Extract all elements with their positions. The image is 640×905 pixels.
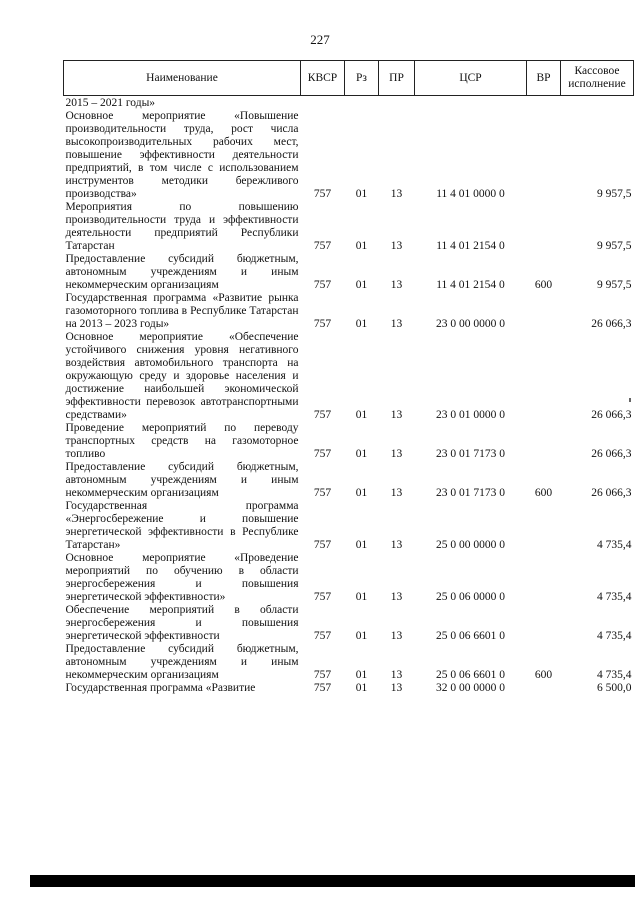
row-name: Проведение мероприятий по переводу транспортных средств на газомоторное топливо [65, 422, 299, 460]
table-row [64, 643, 634, 682]
table-header-row [64, 61, 634, 96]
row-csr: 23 0 01 0000 0 [436, 409, 505, 421]
table-row [64, 604, 634, 643]
row-kvsr: 757 [313, 188, 332, 200]
table-row [64, 331, 634, 422]
row-amount: 26 066,3 [591, 409, 632, 421]
row-kvsr: 757 [313, 591, 332, 603]
row-rz: 01 [355, 630, 368, 642]
table-row [64, 461, 634, 500]
row-name: Обеспечение мероприятий в области энергосбережения и повышения энергетической эффективности [65, 604, 299, 642]
header-kvsr: КВСР [301, 61, 345, 96]
table-row [64, 110, 634, 201]
row-csr: 25 0 00 0000 0 [436, 539, 505, 551]
row-name: 2015 – 2021 годы» [65, 97, 156, 109]
row-amount: 4 735,4 [597, 591, 632, 603]
row-pr: 13 [390, 240, 403, 252]
row-vr [527, 552, 561, 604]
header-rz: Рз [345, 61, 379, 96]
scan-bottom-border [30, 875, 635, 887]
header-pr: ПР [379, 61, 415, 96]
row-name: Мероприятия по повышению производительности труда и эффективности деятельности предприятий Республики Татарстан [65, 201, 299, 252]
header-csr: ЦСР [415, 61, 527, 96]
row-pr: 13 [390, 487, 403, 499]
table-row [64, 682, 634, 695]
row-kvsr: 757 [313, 240, 332, 252]
row-name: Основное мероприятие «Проведение мероприятий по обучению в области энергосбережения и повышения энергетической эффективности» [65, 552, 299, 603]
row-rz: 01 [355, 188, 368, 200]
row-rz [345, 96, 379, 111]
row-name: Государственная программа «Энергосбережение и повышение энергетической эффективности в Республике Татарстан» [65, 500, 299, 551]
row-vr [527, 292, 561, 331]
row-amount: 6 500,0 [597, 682, 632, 694]
row-kvsr [301, 96, 345, 111]
row-name: Предоставление субсидий бюджетным, автономным учреждениям и иным некоммерческим организациям [65, 253, 299, 291]
row-name: Государственная программа «Развитие рынка газомоторного топлива в Республике Татарстан на 2013 – 2023 годы» [65, 292, 299, 330]
row-csr: 23 0 00 0000 0 [436, 318, 505, 330]
table-row [64, 552, 634, 604]
row-kvsr: 757 [313, 318, 332, 330]
row-amount: 4 735,4 [597, 630, 632, 642]
table-row [64, 500, 634, 552]
row-csr [415, 96, 527, 111]
row-name: Предоставление субсидий бюджетным, автономным учреждениям и иным некоммерческим организациям [65, 461, 299, 499]
table-row [64, 96, 634, 111]
row-rz: 01 [355, 669, 368, 681]
row-amount: 26 066,3 [591, 487, 632, 499]
row-vr [527, 110, 561, 201]
row-vr: 600 [534, 487, 553, 499]
row-vr [527, 500, 561, 552]
row-kvsr: 757 [313, 669, 332, 681]
row-name: Государственная программа «Развитие [65, 682, 256, 694]
row-vr [527, 604, 561, 643]
row-pr: 13 [390, 279, 403, 291]
row-vr: 600 [534, 669, 553, 681]
row-csr: 11 4 01 2154 0 [436, 240, 505, 252]
row-name: Основное мероприятие «Повышение производительности труда, рост числа высокопроизводительных рабочих мест, повышение эффективности деятельности предприятий, в том числе с использованием инструментов методики бережливого производства» [65, 110, 299, 200]
row-pr: 13 [390, 539, 403, 551]
row-pr: 13 [390, 188, 403, 200]
row-name: Основное мероприятие «Обеспечение устойчивого снижения уровня негативного воздействия автомобильного транспорта на окружающую среду и здоровье населения и достижение наибольшей экономической эффективности перевозок автотранспортными средствами» [65, 331, 299, 421]
row-kvsr: 757 [313, 539, 332, 551]
row-rz: 01 [355, 279, 368, 291]
row-csr: 11 4 01 2154 0 [436, 279, 505, 291]
row-rz: 01 [355, 318, 368, 330]
header-exec: Кассовое исполнение [561, 61, 634, 96]
table-row [64, 253, 634, 292]
page-number: 227 [310, 32, 330, 47]
row-amount: 26 066,3 [591, 318, 632, 330]
row-pr: 13 [390, 448, 403, 460]
row-rz: 01 [355, 539, 368, 551]
row-csr: 25 0 06 6601 0 [436, 669, 505, 681]
row-amount [561, 96, 634, 111]
row-rz: 01 [355, 591, 368, 603]
row-kvsr: 757 [313, 279, 332, 291]
row-rz: 01 [355, 487, 368, 499]
row-vr [527, 682, 561, 695]
row-kvsr: 757 [313, 409, 332, 421]
row-csr: 25 0 06 0000 0 [436, 591, 505, 603]
row-rz: 01 [355, 682, 368, 694]
row-amount: 9 957,5 [597, 188, 632, 200]
row-vr [527, 201, 561, 253]
header-name: Наименование [64, 61, 301, 96]
row-amount: 9 957,5 [597, 279, 632, 291]
header-vr: ВР [527, 61, 561, 96]
table-row [64, 292, 634, 331]
row-rz: 01 [355, 448, 368, 460]
budget-table [63, 60, 634, 695]
row-csr: 25 0 06 6601 0 [436, 630, 505, 642]
scan-mark [629, 398, 631, 402]
row-pr: 13 [390, 318, 403, 330]
row-vr [527, 422, 561, 461]
row-pr [379, 96, 415, 111]
row-name: Предоставление субсидий бюджетным, автономным учреждениям и иным некоммерческим организациям [65, 643, 299, 681]
row-rz: 01 [355, 240, 368, 252]
row-amount: 4 735,4 [597, 669, 632, 681]
row-vr [527, 96, 561, 111]
row-kvsr: 757 [313, 630, 332, 642]
row-csr: 23 0 01 7173 0 [436, 448, 505, 460]
table-row [64, 422, 634, 461]
row-vr: 600 [534, 279, 553, 291]
row-amount: 9 957,5 [597, 240, 632, 252]
row-pr: 13 [390, 682, 403, 694]
row-pr: 13 [390, 409, 403, 421]
row-csr: 32 0 00 0000 0 [436, 682, 505, 694]
row-kvsr: 757 [313, 682, 332, 694]
row-kvsr: 757 [313, 448, 332, 460]
row-amount: 4 735,4 [597, 539, 632, 551]
row-rz: 01 [355, 409, 368, 421]
table-row [64, 201, 634, 253]
row-kvsr: 757 [313, 487, 332, 499]
row-pr: 13 [390, 669, 403, 681]
row-csr: 23 0 01 7173 0 [436, 487, 505, 499]
row-pr: 13 [390, 591, 403, 603]
row-amount: 26 066,3 [591, 448, 632, 460]
row-vr [527, 331, 561, 422]
row-pr: 13 [390, 630, 403, 642]
row-csr: 11 4 01 0000 0 [436, 188, 505, 200]
